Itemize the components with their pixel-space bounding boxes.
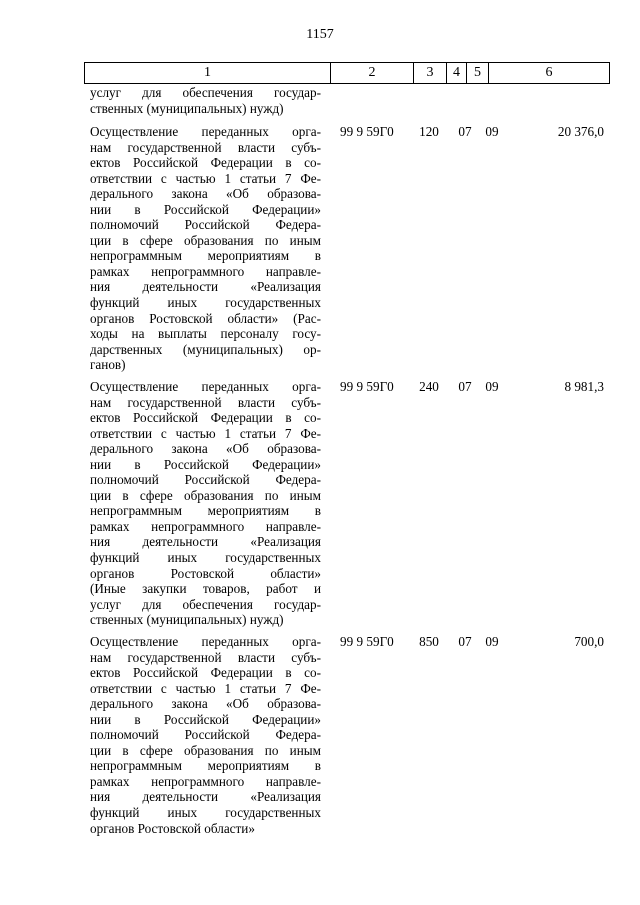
description-line: нам государственной власти субъ-	[90, 139, 321, 155]
description-line: непрограммным мероприятиям в	[90, 758, 321, 774]
description-line: дарственных (муниципальных) ор-	[90, 341, 321, 357]
description-line: органов Ростовской области» (Рас-	[90, 310, 321, 326]
description-line: ответствии с частью 1 статьи 7 Фе-	[90, 425, 321, 441]
section-code: 07	[458, 124, 472, 139]
row-description	[90, 124, 321, 373]
description-line: ции в сфере образования по иным	[90, 487, 321, 503]
column-header-6: 6	[545, 65, 553, 80]
target-article-code: 99 9 59Г0	[340, 124, 394, 139]
description-line: ектов Российской Федерации в со-	[90, 155, 321, 171]
amount-value: 8 981,3	[564, 379, 604, 394]
description-line: (Иные закупки товаров, работ и	[90, 581, 321, 597]
description-line: ектов Российской Федерации в со-	[90, 410, 321, 426]
description-line: ния деятельности «Реализация	[90, 279, 321, 295]
column-header-5: 5	[467, 63, 489, 83]
description-line: органов Ростовской области»	[90, 565, 321, 581]
description-line: ции в сфере образования по иным	[90, 742, 321, 758]
column-header-1: 1	[85, 63, 331, 83]
subsection-code: 09	[485, 124, 499, 139]
description-line: ходы на выплаты персоналу госу-	[90, 326, 321, 342]
column-header-2: 2	[331, 63, 414, 83]
description-line: рамках непрограммного направле-	[90, 518, 321, 534]
description-line: дерального закона «Об образова-	[90, 696, 321, 712]
description-line: ния деятельности «Реализация	[90, 789, 321, 805]
description-line: полномочий Российской Федера-	[90, 727, 321, 743]
table-header	[84, 62, 610, 84]
row-description	[90, 634, 321, 836]
description-line: нам государственной власти субъ-	[90, 394, 321, 410]
description-line: рамках непрограммного направле-	[90, 773, 321, 789]
row-description	[90, 85, 321, 116]
description-line: функций иных государственных	[90, 805, 321, 821]
description-line: функций иных государственных	[90, 295, 321, 311]
description-line: нии в Российской Федерации»	[90, 711, 321, 727]
subsection-code: 09	[485, 379, 499, 394]
page-number: 1157	[306, 27, 334, 42]
expense-type-code: 120	[419, 124, 439, 139]
column-header-4: 4	[447, 63, 467, 83]
description-line: функций иных государственных	[90, 550, 321, 566]
expense-type-code: 850	[419, 634, 439, 649]
description-line: ственных (муниципальных) нужд)	[90, 100, 284, 116]
description-line: дерального закона «Об образова-	[90, 441, 321, 457]
expense-type-code: 240	[419, 379, 439, 394]
description-line: услуг для обеспечения государ-	[90, 596, 321, 612]
description-line: дерального закона «Об образова-	[90, 186, 321, 202]
description-line: ектов Российской Федерации в со-	[90, 665, 321, 681]
amount-value: 700,0	[574, 634, 604, 649]
section-code: 07	[458, 634, 472, 649]
description-line: полномочий Российской Федера-	[90, 472, 321, 488]
description-line: Осуществление переданных орга-	[90, 634, 321, 649]
description-line: ции в сфере образования по иным	[90, 232, 321, 248]
description-line: органов Ростовской области»	[90, 820, 255, 836]
description-line: услуг для обеспечения государ-	[90, 85, 321, 100]
description-line: непрограммным мероприятиям в	[90, 248, 321, 264]
row-description	[90, 379, 321, 628]
description-line: рамках непрограммного направле-	[90, 263, 321, 279]
description-line: нам государственной власти субъ-	[90, 649, 321, 665]
description-line: Осуществление переданных орга-	[90, 124, 321, 139]
amount-value: 20 376,0	[557, 124, 604, 139]
column-header-3: 3	[414, 63, 447, 83]
description-line: ответствии с частью 1 статьи 7 Фе-	[90, 170, 321, 186]
description-line: нии в Российской Федерации»	[90, 456, 321, 472]
description-line: ответствии с частью 1 статьи 7 Фе-	[90, 680, 321, 696]
description-line: полномочий Российской Федера-	[90, 217, 321, 233]
description-line: непрограммным мероприятиям в	[90, 503, 321, 519]
description-line: ния деятельности «Реализация	[90, 534, 321, 550]
section-code: 07	[458, 379, 472, 394]
description-line: ственных (муниципальных) нужд)	[90, 612, 284, 628]
description-line: Осуществление переданных орга-	[90, 379, 321, 394]
description-line: ганов)	[90, 357, 126, 373]
target-article-code: 99 9 59Г0	[340, 634, 394, 649]
target-article-code: 99 9 59Г0	[340, 379, 394, 394]
subsection-code: 09	[485, 634, 499, 649]
description-line: нии в Российской Федерации»	[90, 201, 321, 217]
